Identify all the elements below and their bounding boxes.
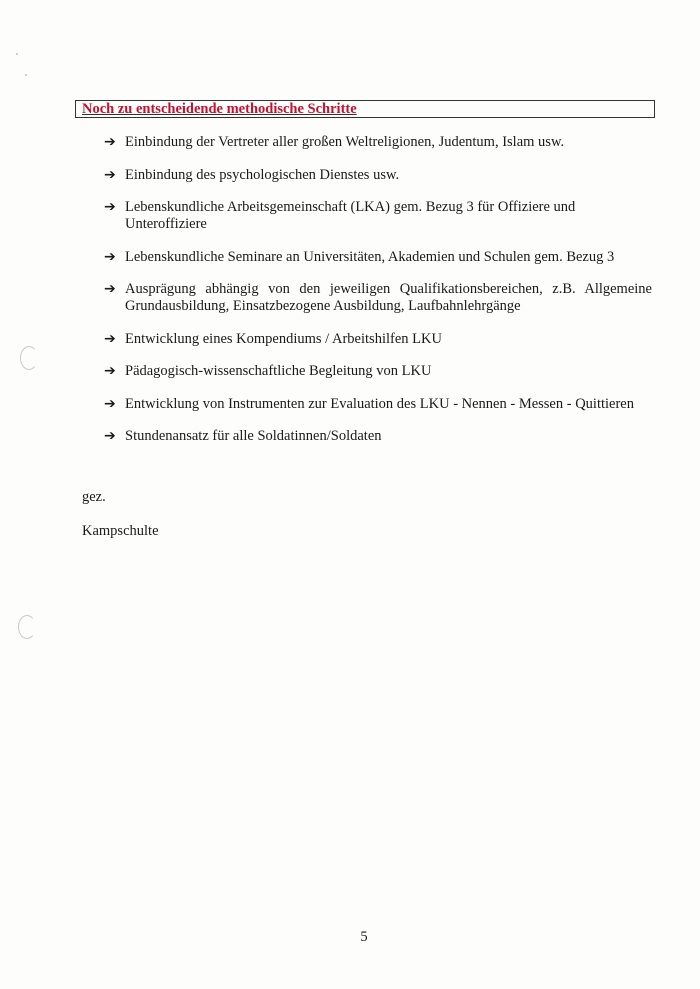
list-item xyxy=(104,331,652,348)
list-item-text: Entwicklung eines Kompendiums / Arbeitshilfen LKU xyxy=(125,330,442,347)
arrow-right-icon: ➔ xyxy=(104,330,116,347)
list-item xyxy=(104,428,652,445)
arrow-right-icon: ➔ xyxy=(104,248,116,265)
list-item xyxy=(104,199,652,233)
list-item xyxy=(104,363,652,380)
arrow-right-icon: ➔ xyxy=(104,134,116,150)
list-item xyxy=(104,134,652,151)
list-item xyxy=(104,281,652,315)
list-item-text: Einbindung der Vertreter aller großen Weltreligionen, Judentum, Islam usw. xyxy=(125,134,565,150)
page-number: 5 xyxy=(360,929,368,945)
scan-speck xyxy=(25,74,27,76)
arrow-right-icon: ➔ xyxy=(104,363,116,379)
punch-hole-mark xyxy=(18,615,36,639)
scan-speck xyxy=(16,53,18,55)
list-item-text: Stundenansatz für alle Soldatinnen/Soldaten xyxy=(125,428,382,444)
section-title: Noch zu entscheidende methodische Schritte xyxy=(82,101,357,117)
punch-hole-mark xyxy=(20,346,38,370)
signoff-gez: gez. xyxy=(82,489,106,505)
list-item-text: Pädagogisch-wissenschaftliche Begleitung von LKU xyxy=(125,363,432,379)
list-item xyxy=(104,396,652,413)
list-item xyxy=(104,249,652,266)
list-item xyxy=(104,167,652,184)
section-header-box xyxy=(75,100,655,118)
list-item-text: Lebenskundliche Seminare an Universitäten, Akademien und Schulen gem. Bezug 3 xyxy=(125,248,615,265)
arrow-right-icon: ➔ xyxy=(104,428,116,444)
list-item-text: Einbindung des psychologischen Dienstes usw. xyxy=(125,166,400,183)
arrow-right-icon: ➔ xyxy=(104,395,116,412)
arrow-right-icon: ➔ xyxy=(104,199,116,215)
list-item-text: Lebenskundliche Arbeitsgemeinschaft (LKA) gem. Bezug 3 für Offiziere und Unteroffiziere xyxy=(125,199,576,232)
arrow-right-icon: ➔ xyxy=(104,281,116,297)
step-list xyxy=(104,134,652,461)
signoff-name: Kampschulte xyxy=(82,523,159,539)
arrow-right-icon: ➔ xyxy=(104,166,116,183)
list-item-text: Ausprägung abhängig von den jeweiligen Qualifikationsbereichen, z.B. Allgemeine Grundausbildung, Einsatzbezogene Ausbildung, Laufbahnlehrgänge xyxy=(125,281,652,314)
list-item-text: Entwicklung von Instrumenten zur Evaluation des LKU - Nennen - Messen - Quittieren xyxy=(125,395,634,412)
